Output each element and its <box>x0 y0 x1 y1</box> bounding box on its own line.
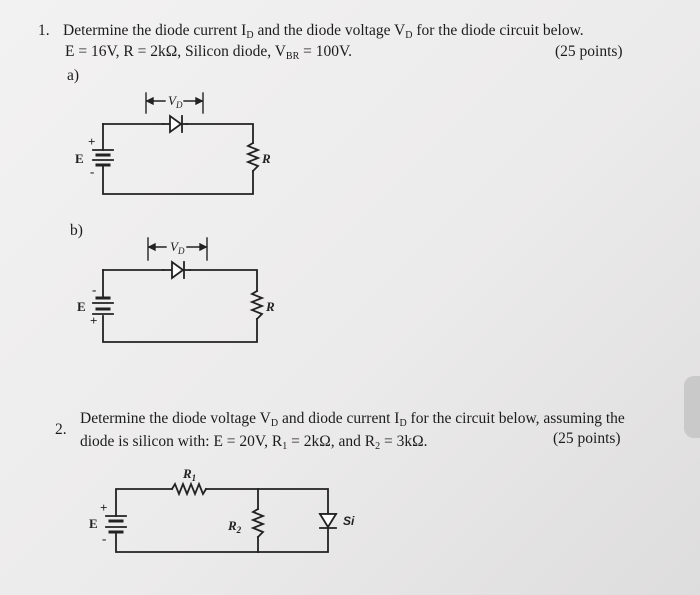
problem1-line1-pre: Determine the diode current I <box>63 22 247 39</box>
circuit-b-minus-sign: - <box>92 282 97 297</box>
circuit-2-r1-label: $R_1$ <box>183 466 197 483</box>
circuit-2-diode-symbol <box>320 514 336 528</box>
circuit-a-wire-right-bottom <box>103 166 253 194</box>
circuit-2-wire-top-left <box>116 489 172 516</box>
problem2-line1-sub1: D <box>270 418 279 429</box>
problem1-line1-sub2: D <box>405 30 413 41</box>
problem2-line2-post: = 3kΩ. <box>380 433 428 450</box>
problem2-points: (25 points) <box>553 430 621 447</box>
problem2-line1-mid: and diode current I <box>278 410 400 427</box>
circuit-2-diode-label: Si <box>343 514 355 528</box>
problem2-line2-pre: diode is silicon with: E = 20V, R <box>80 433 283 450</box>
problem1-number: 1. <box>38 22 50 39</box>
circuit-a-plus-sign: + <box>88 134 96 149</box>
circuit-b-plus-sign: + <box>90 313 98 328</box>
circuit-a-minus-sign: - <box>90 164 95 179</box>
circuit-b-resistor-label: R <box>266 299 275 314</box>
circuit-a-battery-symbol <box>93 150 113 165</box>
problem2-line2-sub2: 2 <box>375 441 381 452</box>
problem1-line2-post: = 100V. <box>299 43 353 60</box>
circuit-2-r2-label: $R_2$ <box>228 518 242 535</box>
circuit-b-battery-symbol <box>93 298 113 314</box>
problem1-line1-sub1: D <box>246 30 254 41</box>
circuit-2-source-label: E <box>89 516 98 531</box>
circuit-a-vd-label: $V_D$ <box>168 93 183 110</box>
circuit-a-resistor-zigzag <box>248 143 258 171</box>
problem2-line1-pre: Determine the diode voltage V <box>80 410 271 427</box>
circuit-b-source-label: E <box>77 299 86 314</box>
circuit-b-resistor-zigzag <box>252 291 262 319</box>
problem1-line1-mid: and the diode voltage V <box>253 22 406 39</box>
circuit-2-r2-zigzag <box>253 509 263 537</box>
problem2-number: 2. <box>55 421 67 438</box>
circuit-b-wire-top-right <box>190 270 257 291</box>
problem1-line2-sub: BR <box>285 51 300 62</box>
circuit-a-source-label: E <box>75 151 84 166</box>
circuit-a-diode-symbol <box>163 116 187 132</box>
circuit-a-wire-top-right <box>187 124 253 143</box>
problem2-line1-sub2: D <box>399 418 407 429</box>
circuit-2-r1-zigzag <box>172 484 206 494</box>
circuit-2-wire-top-right <box>206 489 328 514</box>
problem1-line2-pre: E = 16V, R = 2kΩ, Silicon diode, V <box>65 43 286 60</box>
problem2-line1-post: for the circuit below, assuming the <box>406 410 625 427</box>
circuit-2-battery-symbol <box>106 516 126 532</box>
problem1-part-a-label: a) <box>67 67 80 84</box>
circuit-b-wire-right-bottom <box>103 316 257 342</box>
problem1-points: (25 points) <box>555 43 623 60</box>
problem1-part-b-label: b) <box>70 222 83 239</box>
circuit-a-resistor-label: R <box>262 151 271 166</box>
problem2-line2-mid: = 2kΩ, and R <box>287 433 376 450</box>
problem2-line2-sub1: 1 <box>282 441 288 452</box>
circuit-2-minus-sign: - <box>102 531 107 546</box>
circuit-2 <box>106 484 336 552</box>
circuit-2-wire-bottom <box>116 528 328 552</box>
circuit-b-vd-label: $V_D$ <box>170 239 185 256</box>
problem1-line1-post: for the diode circuit below. <box>412 22 584 39</box>
circuit-2-plus-sign: + <box>100 500 108 515</box>
circuit-b-diode-symbol <box>163 262 190 278</box>
side-tab-edge <box>684 376 700 438</box>
